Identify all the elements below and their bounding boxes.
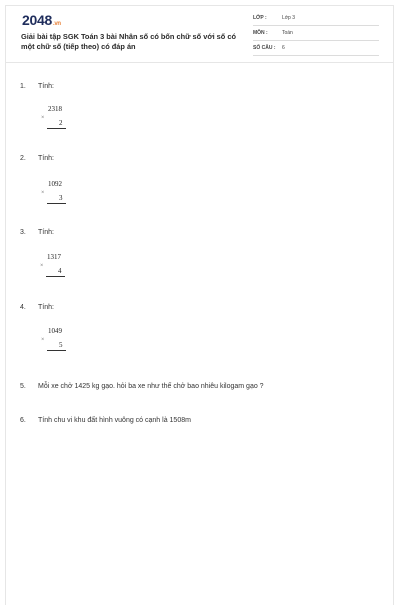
question-number: 5. <box>20 383 26 390</box>
question-text: Tính: <box>38 229 54 236</box>
multiplier: 2 <box>59 119 63 127</box>
question-2 <box>20 155 54 162</box>
result-line <box>47 350 66 351</box>
multiplier: 4 <box>58 267 62 275</box>
question-text: Tính chu vi khu đất hình vuông có cạnh là 1508m <box>38 417 191 424</box>
meta-label-class: LỚP : <box>253 15 267 21</box>
multiplicand: 2318 <box>48 105 62 113</box>
question-number: 1. <box>20 83 26 90</box>
meta-row-count <box>253 42 379 56</box>
question-4 <box>20 304 54 311</box>
question-1 <box>20 83 54 90</box>
document-header <box>0 0 400 62</box>
result-line <box>46 276 65 277</box>
times-sign: × <box>41 190 45 196</box>
meta-value-count: 6 <box>282 45 285 51</box>
document-title: Giải bài tập SGK Toán 3 bài Nhân số có bốn chữ số với số có một chữ số (tiếp theo) có đáp án <box>21 32 236 51</box>
meta-label-subject: MÔN : <box>253 30 268 36</box>
logo-text: 2048 <box>22 12 52 28</box>
multiplicand: 1049 <box>48 327 62 335</box>
page-frame <box>5 5 394 605</box>
question-text: Tính: <box>38 155 54 162</box>
question-6 <box>20 417 191 424</box>
logo-suffix: .vn <box>52 21 61 27</box>
question-number: 4. <box>20 304 26 311</box>
result-line <box>47 203 66 204</box>
meta-row-subject <box>253 27 379 41</box>
question-text: Tính: <box>38 304 54 311</box>
multiplicand: 1092 <box>48 180 62 188</box>
meta-value-class: Lớp 3 <box>282 15 296 21</box>
question-text: Mỗi xe chở 1425 kg gạo. hỏi ba xe như thế chở bao nhiêu kilogam gạo ? <box>38 383 264 390</box>
result-line <box>47 128 66 129</box>
question-number: 3. <box>20 229 26 236</box>
meta-label-count: SỐ CÂU : <box>253 45 276 51</box>
multiplier: 3 <box>59 194 63 202</box>
site-logo[interactable] <box>22 12 61 28</box>
meta-row-class <box>253 12 379 26</box>
question-text: Tính: <box>38 83 54 90</box>
times-sign: × <box>40 263 44 269</box>
header-divider <box>5 62 394 63</box>
times-sign: × <box>41 337 45 343</box>
question-5 <box>20 383 264 390</box>
meta-value-subject: Toán <box>282 30 293 36</box>
question-3 <box>20 229 54 236</box>
multiplicand: 1317 <box>47 253 61 261</box>
question-number: 2. <box>20 155 26 162</box>
multiplier: 5 <box>59 341 63 349</box>
times-sign: × <box>41 115 45 121</box>
question-number: 6. <box>20 417 26 424</box>
